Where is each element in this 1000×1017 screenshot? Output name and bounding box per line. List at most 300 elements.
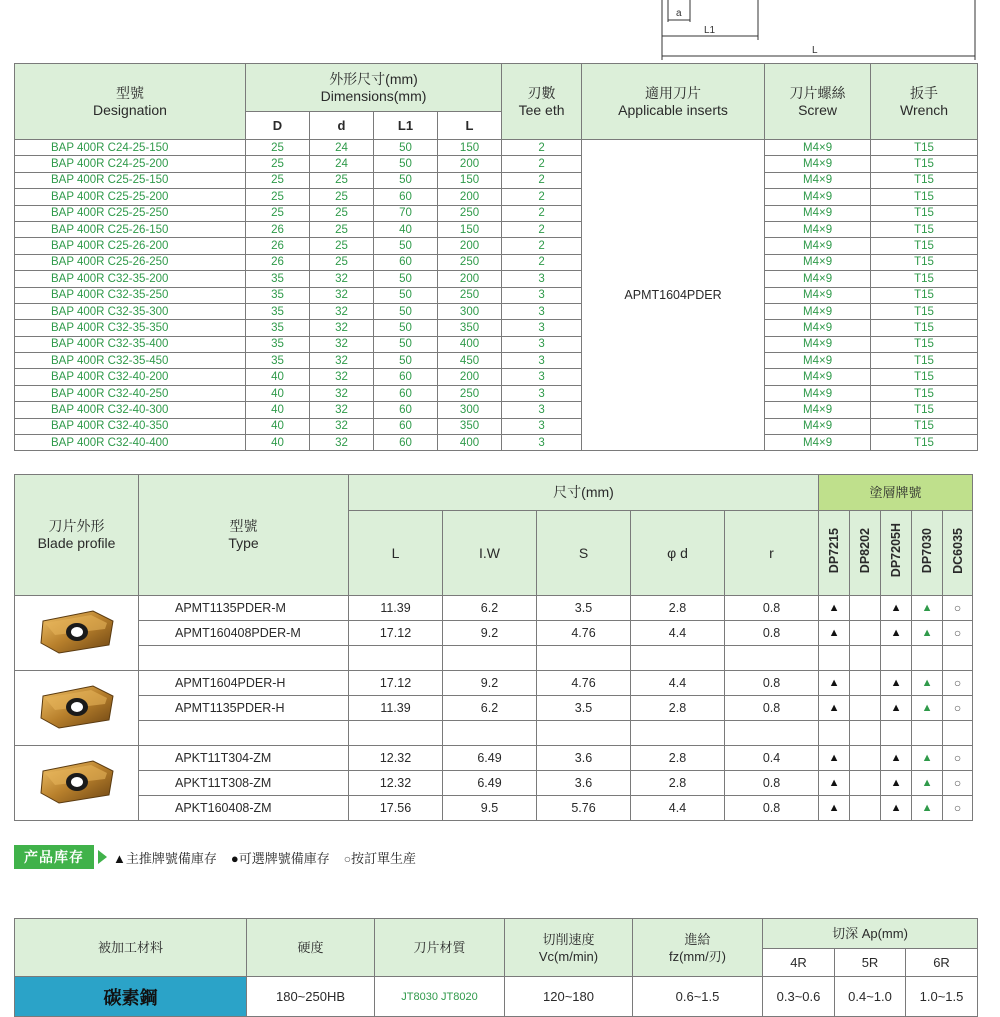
depth-4R-header: 4R <box>763 949 835 977</box>
size-S-cell: 3.6 <box>537 746 631 771</box>
screw-cell: M4×9 <box>765 205 871 221</box>
table-row <box>15 238 978 254</box>
wrench-cell: T15 <box>871 254 978 270</box>
empty-cell <box>725 646 819 671</box>
dim-D-cell: 35 <box>246 271 310 287</box>
teeth-cell: 3 <box>502 271 582 287</box>
dim-L1-cell: 50 <box>374 140 438 156</box>
triangle-icon: ▲ <box>890 602 902 614</box>
size-r-cell: 0.8 <box>725 796 819 821</box>
dim-d-cell: 32 <box>310 418 374 434</box>
table-row <box>15 336 978 352</box>
teeth-cell: 3 <box>502 353 582 369</box>
teeth-cell: 2 <box>502 221 582 237</box>
size-L-cell: 12.32 <box>349 771 443 796</box>
grade-cell: JT8030 JT8020 <box>375 977 505 1017</box>
dim-L1-cell: 60 <box>374 402 438 418</box>
dim-L1-cell: 50 <box>374 271 438 287</box>
triangle-icon: ▲ <box>890 702 902 714</box>
empty-cell <box>881 721 912 746</box>
grade-mark-cell <box>881 771 912 796</box>
spacer-row <box>15 721 973 746</box>
size-r-header: r <box>725 511 819 596</box>
table-row <box>15 596 973 621</box>
size-IW-cell: 6.49 <box>443 771 537 796</box>
table-row <box>15 320 978 336</box>
triangle-icon: ▲ <box>113 850 126 866</box>
screw-cell: M4×9 <box>765 435 871 451</box>
dim-d-cell: 32 <box>310 353 374 369</box>
screw-cell: M4×9 <box>765 189 871 205</box>
triangle-icon: ▲ <box>828 602 840 614</box>
dim-D-cell: 26 <box>246 238 310 254</box>
triangle-icon: ▲ <box>828 777 840 789</box>
size-d-cell: 4.4 <box>631 796 725 821</box>
screw-cell: M4×9 <box>765 238 871 254</box>
circle-icon: ○ <box>953 601 962 615</box>
grade-mark-cell <box>819 796 850 821</box>
designation-cell: BAP 400R C24-25-150 <box>15 140 246 156</box>
size-S-header: S <box>537 511 631 596</box>
wrench-cell: T15 <box>871 140 978 156</box>
empty-cell <box>912 721 943 746</box>
empty-cell <box>349 646 443 671</box>
teeth-header: 刃數 Tee eth <box>502 64 582 140</box>
wrench-cell: T15 <box>871 221 978 237</box>
wrench-cell: T15 <box>871 156 978 172</box>
screw-cell: M4×9 <box>765 221 871 237</box>
teeth-cell: 3 <box>502 287 582 303</box>
dim-L-header: L <box>438 112 502 140</box>
wrench-cell: T15 <box>871 418 978 434</box>
triangle-icon: ▲ <box>828 702 840 714</box>
size-header: 尺寸(mm) <box>349 475 819 511</box>
teeth-cell: 2 <box>502 172 582 188</box>
dim-L-cell: 350 <box>438 418 502 434</box>
blade-profile-cell <box>15 671 139 746</box>
teeth-cell: 2 <box>502 254 582 270</box>
designation-cell: BAP 400R C32-40-200 <box>15 369 246 385</box>
grade-mark-cell <box>943 696 973 721</box>
table-row <box>15 696 973 721</box>
wrench-cell: T15 <box>871 189 978 205</box>
dim-L-cell: 400 <box>438 336 502 352</box>
teeth-cell: 3 <box>502 320 582 336</box>
type-cell: APMT1135PDER-H <box>139 696 349 721</box>
dim-d-cell: 25 <box>310 189 374 205</box>
grade-mark-cell <box>881 621 912 646</box>
wrench-cell: T15 <box>871 320 978 336</box>
grade-mark-cell <box>881 796 912 821</box>
dim-L1-cell: 50 <box>374 336 438 352</box>
speed-header: 切削速度 Vc(m/min) <box>505 919 633 977</box>
blade-profile-cell <box>15 596 139 671</box>
type-cell: APKT11T304-ZM <box>139 746 349 771</box>
size-d-cell: 2.8 <box>631 746 725 771</box>
dim-d-cell: 32 <box>310 369 374 385</box>
dim-L-cell: 350 <box>438 320 502 336</box>
dim-L1-cell: 50 <box>374 156 438 172</box>
grade-mark-cell <box>819 696 850 721</box>
teeth-cell: 2 <box>502 238 582 254</box>
size-IW-header: I.W <box>443 511 537 596</box>
table-row <box>15 418 978 434</box>
designation-cell: BAP 400R C25-25-200 <box>15 189 246 205</box>
grade-mark-cell <box>850 746 881 771</box>
triangle-icon: ▲ <box>921 627 933 639</box>
grade-mark-cell <box>912 596 943 621</box>
dim-L1-cell: 60 <box>374 418 438 434</box>
grade-mark-cell <box>850 621 881 646</box>
table-row <box>15 796 973 821</box>
table-row <box>15 271 978 287</box>
size-r-cell: 0.4 <box>725 746 819 771</box>
speed-cell: 120~180 <box>505 977 633 1017</box>
circle-icon: ○ <box>953 701 962 715</box>
spacer-row <box>15 646 973 671</box>
dim-D-cell: 25 <box>246 172 310 188</box>
dimension-drawing <box>0 0 1000 62</box>
teeth-cell: 2 <box>502 205 582 221</box>
size-IW-cell: 9.2 <box>443 671 537 696</box>
dot-icon: ● <box>230 850 239 866</box>
dim-d-cell: 32 <box>310 287 374 303</box>
type-cell: APMT160408PDER-M <box>139 621 349 646</box>
designation-cell: BAP 400R C25-26-200 <box>15 238 246 254</box>
empty-cell <box>943 721 973 746</box>
teeth-cell: 3 <box>502 369 582 385</box>
empty-cell <box>881 646 912 671</box>
stock-tag: 产品库存 <box>14 845 94 869</box>
depth-6R-header: 6R <box>906 949 978 977</box>
screw-cell: M4×9 <box>765 369 871 385</box>
dim-d-cell: 32 <box>310 320 374 336</box>
teeth-cell: 3 <box>502 303 582 319</box>
circle-icon: ○ <box>953 776 962 790</box>
triangle-icon: ▲ <box>828 752 840 764</box>
dim-L-cell: 200 <box>438 189 502 205</box>
dim-L-cell: 150 <box>438 172 502 188</box>
wrench-cell: T15 <box>871 172 978 188</box>
dim-L1-cell: 50 <box>374 353 438 369</box>
dim-L1-header: L1 <box>374 112 438 140</box>
insert-image <box>35 757 119 807</box>
teeth-cell: 3 <box>502 435 582 451</box>
grade-mark-cell <box>943 671 973 696</box>
dim-D-cell: 40 <box>246 385 310 401</box>
size-L-cell: 17.12 <box>349 621 443 646</box>
dim-L-cell: 250 <box>438 287 502 303</box>
dim-L1-cell: 50 <box>374 238 438 254</box>
grade-mark-cell <box>943 746 973 771</box>
depth-5R-cell: 0.4~1.0 <box>835 977 906 1017</box>
grade-mark-cell <box>881 596 912 621</box>
table-row <box>15 369 978 385</box>
size-L-header: L <box>349 511 443 596</box>
table-row <box>15 771 973 796</box>
screw-header: 刀片螺絲 Screw <box>765 64 871 140</box>
chevron-right-icon <box>98 850 107 864</box>
dim-L1-cell: 60 <box>374 385 438 401</box>
type-cell: APMT1135PDER-M <box>139 596 349 621</box>
grade-mark-cell <box>912 671 943 696</box>
dim-L-cell: 300 <box>438 303 502 319</box>
table-row <box>15 172 978 188</box>
table-row <box>15 435 978 451</box>
dim-d-cell: 25 <box>310 205 374 221</box>
triangle-icon: ▲ <box>890 802 902 814</box>
insert-image <box>35 607 119 657</box>
circle-icon: ○ <box>953 801 962 815</box>
dim-L-cell: 150 <box>438 140 502 156</box>
dim-label-l: L <box>812 45 818 56</box>
hardness-cell: 180~250HB <box>247 977 375 1017</box>
triangle-icon: ▲ <box>890 752 902 764</box>
dimensions-header: 外形尺寸(mm) Dimensions(mm) <box>246 64 502 112</box>
table-row <box>15 254 978 270</box>
dim-L-cell: 400 <box>438 435 502 451</box>
size-L-cell: 11.39 <box>349 596 443 621</box>
screw-cell: M4×9 <box>765 353 871 369</box>
dim-d-cell: 32 <box>310 435 374 451</box>
grade-mark-cell <box>943 621 973 646</box>
size-r-cell: 0.8 <box>725 696 819 721</box>
screw-cell: M4×9 <box>765 320 871 336</box>
dim-d-cell: 32 <box>310 303 374 319</box>
wrench-cell: T15 <box>871 385 978 401</box>
size-IW-cell: 9.2 <box>443 621 537 646</box>
triangle-icon: ▲ <box>890 677 902 689</box>
empty-cell <box>139 646 349 671</box>
size-L-cell: 17.56 <box>349 796 443 821</box>
designation-cell: BAP 400R C32-40-400 <box>15 435 246 451</box>
dim-D-cell: 35 <box>246 336 310 352</box>
dim-L-cell: 450 <box>438 353 502 369</box>
dim-D-cell: 25 <box>246 140 310 156</box>
dim-L-cell: 200 <box>438 271 502 287</box>
grade-mark-cell <box>850 671 881 696</box>
size-r-cell: 0.8 <box>725 596 819 621</box>
dim-d-cell: 32 <box>310 402 374 418</box>
dim-L1-cell: 50 <box>374 303 438 319</box>
designation-cell: BAP 400R C32-35-300 <box>15 303 246 319</box>
dim-d-cell: 25 <box>310 172 374 188</box>
depth-header: 切深 Ap(mm) <box>763 919 978 949</box>
wrench-cell: T15 <box>871 353 978 369</box>
dim-L-cell: 200 <box>438 369 502 385</box>
size-r-cell: 0.8 <box>725 671 819 696</box>
dim-L1-cell: 50 <box>374 287 438 303</box>
empty-cell <box>537 721 631 746</box>
type-cell: APMT1604PDER-H <box>139 671 349 696</box>
screw-cell: M4×9 <box>765 402 871 418</box>
grade-mark-cell <box>850 696 881 721</box>
dim-L-cell: 150 <box>438 221 502 237</box>
designation-cell: BAP 400R C25-25-250 <box>15 205 246 221</box>
grade-mark-cell <box>943 796 973 821</box>
dim-D-cell: 25 <box>246 156 310 172</box>
grade-mark-cell <box>943 596 973 621</box>
screw-cell: M4×9 <box>765 271 871 287</box>
dim-D-cell: 26 <box>246 221 310 237</box>
grade-mark-cell <box>912 796 943 821</box>
table-row <box>15 621 973 646</box>
dim-D-cell: 35 <box>246 287 310 303</box>
dim-d-cell: 25 <box>310 238 374 254</box>
dim-L1-cell: 60 <box>374 189 438 205</box>
wrench-cell: T15 <box>871 287 978 303</box>
dim-d-cell: 32 <box>310 271 374 287</box>
grade-mark-cell <box>912 746 943 771</box>
grade-mark-cell <box>819 621 850 646</box>
grade-mark-cell <box>819 671 850 696</box>
circle-icon: ○ <box>953 626 962 640</box>
wrench-cell: T15 <box>871 336 978 352</box>
insert-table <box>14 474 973 821</box>
dim-D-cell: 35 <box>246 320 310 336</box>
empty-cell <box>819 721 850 746</box>
type-cell: APKT160408-ZM <box>139 796 349 821</box>
feed-cell: 0.6~1.5 <box>633 977 763 1017</box>
grade-mark-cell <box>912 696 943 721</box>
dim-d-cell: 24 <box>310 140 374 156</box>
triangle-icon: ▲ <box>890 627 902 639</box>
grade-DP8202-header: DP8202 <box>850 511 881 596</box>
dim-L1-cell: 60 <box>374 254 438 270</box>
wrench-cell: T15 <box>871 205 978 221</box>
wrench-cell: T15 <box>871 402 978 418</box>
table-row <box>15 140 978 156</box>
designation-cell: BAP 400R C32-35-350 <box>15 320 246 336</box>
blade-profile-cell <box>15 746 139 821</box>
wrench-cell: T15 <box>871 369 978 385</box>
size-L-cell: 17.12 <box>349 671 443 696</box>
dim-L-cell: 300 <box>438 402 502 418</box>
screw-cell: M4×9 <box>765 172 871 188</box>
screw-cell: M4×9 <box>765 385 871 401</box>
feed-header: 進給 fz(mm/刃) <box>633 919 763 977</box>
dim-L-cell: 200 <box>438 238 502 254</box>
designation-cell: BAP 400R C32-35-200 <box>15 271 246 287</box>
table-row <box>15 402 978 418</box>
wrench-cell: T15 <box>871 271 978 287</box>
dim-D-cell: 25 <box>246 189 310 205</box>
dim-D-cell: 25 <box>246 205 310 221</box>
size-IW-cell: 6.2 <box>443 696 537 721</box>
empty-cell <box>850 646 881 671</box>
table-row <box>15 303 978 319</box>
table-row <box>15 205 978 221</box>
cutting-params-table <box>14 918 978 1017</box>
empty-cell <box>912 646 943 671</box>
depth-4R-cell: 0.3~0.6 <box>763 977 835 1017</box>
size-d-cell: 4.4 <box>631 671 725 696</box>
legend-main: ▲主推牌號備庫存 <box>113 850 217 866</box>
screw-cell: M4×9 <box>765 140 871 156</box>
grade-mark-cell <box>881 671 912 696</box>
screw-cell: M4×9 <box>765 287 871 303</box>
size-S-cell: 4.76 <box>537 671 631 696</box>
size-r-cell: 0.8 <box>725 621 819 646</box>
size-d-header: φ d <box>631 511 725 596</box>
empty-cell <box>819 646 850 671</box>
dim-d-cell: 25 <box>310 254 374 270</box>
screw-cell: M4×9 <box>765 418 871 434</box>
inserts-header: 適用刀片 Applicable inserts <box>582 64 765 140</box>
empty-cell <box>537 646 631 671</box>
dim-d-cell: 32 <box>310 385 374 401</box>
dim-d-header: d <box>310 112 374 140</box>
holder-table <box>14 63 978 451</box>
dim-L1-cell: 70 <box>374 205 438 221</box>
designation-cell: BAP 400R C32-40-300 <box>15 402 246 418</box>
insert-image <box>35 682 119 732</box>
size-IW-cell: 6.2 <box>443 596 537 621</box>
size-S-cell: 5.76 <box>537 796 631 821</box>
circle-icon: ○ <box>953 751 962 765</box>
size-IW-cell: 9.5 <box>443 796 537 821</box>
dim-L-cell: 250 <box>438 254 502 270</box>
dim-label-a: a <box>676 8 682 19</box>
size-d-cell: 2.8 <box>631 596 725 621</box>
triangle-icon: ▲ <box>921 802 933 814</box>
dim-L1-cell: 60 <box>374 369 438 385</box>
screw-cell: M4×9 <box>765 254 871 270</box>
dim-D-cell: 40 <box>246 418 310 434</box>
type-cell: APKT11T308-ZM <box>139 771 349 796</box>
triangle-icon: ▲ <box>921 777 933 789</box>
depth-6R-cell: 1.0~1.5 <box>906 977 978 1017</box>
dim-L-cell: 200 <box>438 156 502 172</box>
triangle-icon: ▲ <box>921 752 933 764</box>
dim-D-cell: 26 <box>246 254 310 270</box>
hardness-header: 硬度 <box>247 919 375 977</box>
table-row <box>15 385 978 401</box>
size-r-cell: 0.8 <box>725 771 819 796</box>
designation-cell: BAP 400R C32-40-350 <box>15 418 246 434</box>
grades-header: 塗層牌號 <box>819 475 973 511</box>
grade-mark-cell <box>850 771 881 796</box>
teeth-cell: 3 <box>502 418 582 434</box>
table-row <box>15 221 978 237</box>
triangle-icon: ▲ <box>921 677 933 689</box>
designation-cell: BAP 400R C32-40-250 <box>15 385 246 401</box>
grade-mark-cell <box>850 796 881 821</box>
designation-cell: BAP 400R C24-25-200 <box>15 156 246 172</box>
designation-header: 型號 Designation <box>15 64 246 140</box>
teeth-cell: 3 <box>502 336 582 352</box>
dim-L1-cell: 60 <box>374 435 438 451</box>
profile-header: 刀片外形 Blade profile <box>15 475 139 596</box>
designation-cell: BAP 400R C25-26-250 <box>15 254 246 270</box>
depth-5R-header: 5R <box>835 949 906 977</box>
circle-icon: ○ <box>343 851 352 866</box>
size-S-cell: 3.5 <box>537 596 631 621</box>
teeth-cell: 3 <box>502 402 582 418</box>
teeth-cell: 2 <box>502 140 582 156</box>
designation-cell: BAP 400R C32-35-400 <box>15 336 246 352</box>
circle-icon: ○ <box>953 676 962 690</box>
teeth-cell: 3 <box>502 385 582 401</box>
table-row <box>15 287 978 303</box>
empty-cell <box>943 646 973 671</box>
triangle-icon: ▲ <box>921 602 933 614</box>
empty-cell <box>139 721 349 746</box>
teeth-cell: 2 <box>502 156 582 172</box>
dim-L1-cell: 50 <box>374 320 438 336</box>
dim-D-cell: 35 <box>246 353 310 369</box>
grade-mark-cell <box>819 596 850 621</box>
